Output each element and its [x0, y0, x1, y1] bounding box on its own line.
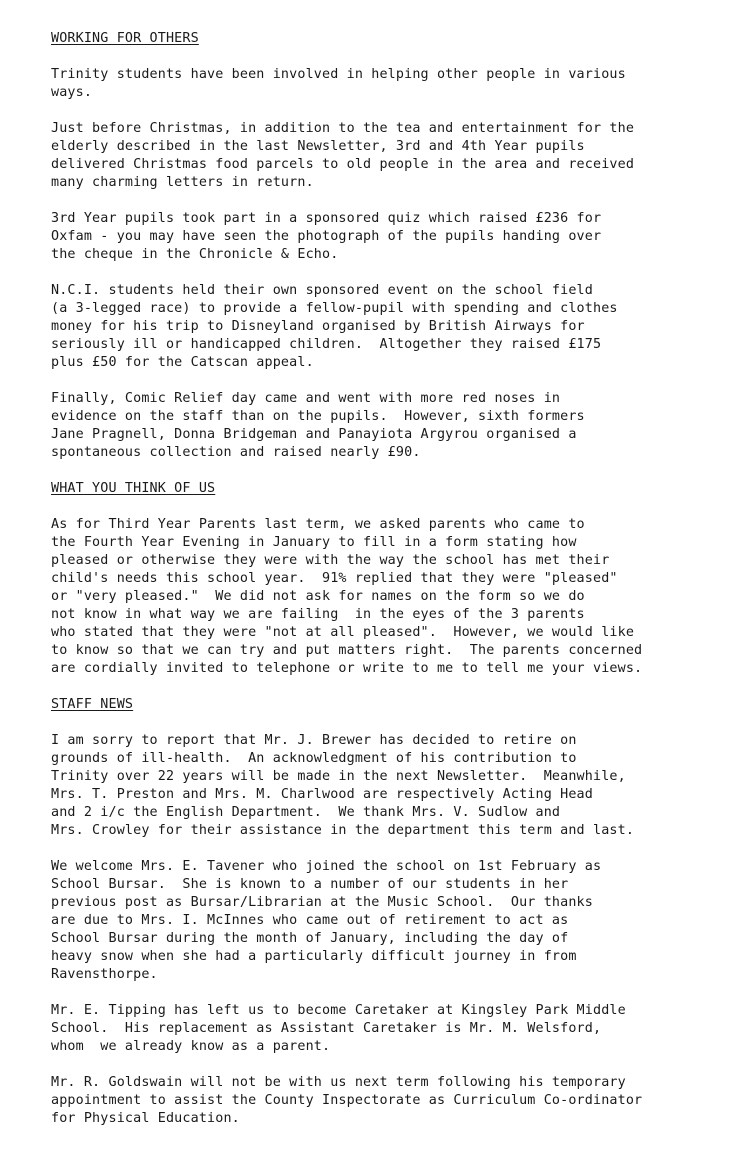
- paragraph: Mr. R. Goldswain will not be with us next term following his temporary appointment to assist the County Inspectorate as Curriculum Co-ordinator for Physical Education.: [51, 1075, 643, 1126]
- paragraph: N.C.I. students held their own sponsored event on the school field (a 3-legged race) to provide a fellow-pupil with spending and clothes money for his trip to Disneyland organised by British Airways for seriously ill or handicapped children. Altogether they raised £175 plus £50 for the Catscan appeal.: [51, 283, 618, 370]
- paragraph: Mr. E. Tipping has left us to become Caretaker at Kingsley Park Middle School. His replacement as Assistant Caretaker is Mr. M. Welsford, whom we already know as a parent.: [51, 1003, 626, 1054]
- paragraph: We welcome Mrs. E. Tavener who joined the school on 1st February as School Bursar. She is known to a number of our students in her previous post as Bursar/Librarian at the Music School. Our thanks are due to Mrs. I. McInnes who came out of retirement to act as School Bursar during the month of January, including the day of heavy snow when she had a particularly difficult journey in from Ravensthorpe.: [51, 859, 602, 982]
- section-staff-news: [51, 696, 741, 1128]
- paragraph: Finally, Comic Relief day came and went with more red noses in evidence on the staff than on the pupils. However, sixth formers Jane Pragnell, Donna Bridgeman and Panayiota Argyrou organised a spontaneous collection and raised nearly £90.: [51, 391, 585, 460]
- section-heading: WORKING FOR OTHERS: [51, 31, 199, 46]
- paragraph: I am sorry to report that Mr. J. Brewer has decided to retire on grounds of ill-health. An acknowledgment of his contribution to Trinity over 22 years will be made in the next Newsletter. Meanwhile, Mrs. T. Preston and Mrs. M. Charlwood are respectively Acting Head and 2 i/c the English Department. We thank Mrs. V. Sudlow and Mrs. Crowley for their assistance in the department this term and last.: [51, 733, 635, 838]
- newsletter-page: [51, 30, 741, 1128]
- section-what-you-think-of-us: [51, 480, 741, 696]
- section-heading: STAFF NEWS: [51, 697, 134, 712]
- section-heading: WHAT YOU THINK OF US: [51, 481, 216, 496]
- section-working-for-others: [51, 30, 741, 480]
- paragraph: Just before Christmas, in addition to the tea and entertainment for the elderly described in the last Newsletter, 3rd and 4th Year pupils delivered Christmas food parcels to old people in the area and received many charming letters in return.: [51, 121, 635, 190]
- paragraph: Trinity students have been involved in helping other people in various ways.: [51, 67, 626, 100]
- paragraph: As for Third Year Parents last term, we asked parents who came to the Fourth Year Evening in January to fill in a form stating how pleased or otherwise they were with the way the school has met their child's needs this school year. 91% replied that they were "pleased" or "very pleased." We did not ask for names on the form so we do not know in what way we are failing in the eyes of the 3 parents who stated that they were "not at all pleased". However, we would like to know so that we can try and put matters right. The parents concerned are cordially invited to telephone or write to me to tell me your views.: [51, 517, 643, 676]
- paragraph: 3rd Year pupils took part in a sponsored quiz which raised £236 for Oxfam - you may have seen the photograph of the pupils handing over the cheque in the Chronicle & Echo.: [51, 211, 602, 262]
